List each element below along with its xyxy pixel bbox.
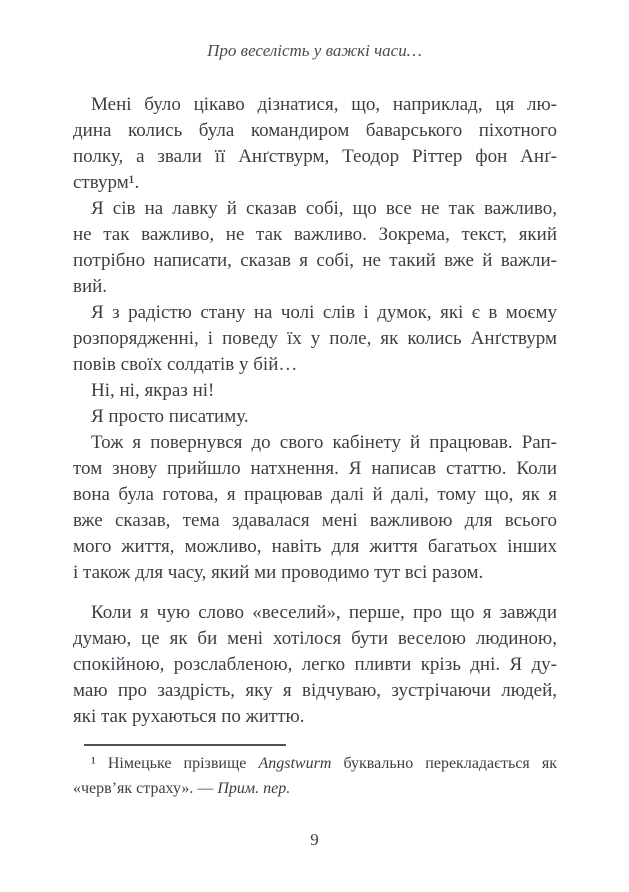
footnote-translator-note: Прим. пер. [217,780,291,797]
text-line: які так рухаються по життю. [73,706,305,727]
text-line: полку, а звали її Анґствурм, Теодор Ріттер фон Анґ- [73,146,557,167]
paragraph [73,430,557,586]
text-line: вже сказав, тема здавалася мені важливою для всього [73,510,557,531]
text-line: ствурм¹. [73,172,140,193]
text-line: Я просто писатиму. [91,406,249,427]
footnote-text: буквально перекладається як [331,755,557,772]
paragraph [73,196,557,300]
text-line: потрібно написати, сказав я собі, не такий вже й важли- [73,250,557,271]
footnote-rule [84,744,286,746]
text-line: дина колись була командиром баварського піхотного [73,120,557,141]
footnote-line [73,751,557,776]
body-text [73,92,557,730]
text-line: вий. [73,276,108,297]
text-line: розпорядженні, і поведу їх у поле, як колись Анґствурм [73,328,557,349]
text-line: Тож я повернувся до свого кабінету й працював. Рап- [91,432,557,453]
text-line: і також для часу, який ми проводимо тут всі разом. [73,562,484,583]
paragraph [73,378,557,404]
text-line: Коли я чую слово «веселий», перше, про що я завжди [91,602,557,623]
text-line: мого життя, можливо, навіть для життя багатьох інших [73,536,557,557]
footnote-line [73,776,557,801]
footnote-text: «черв’як страху». — [73,780,218,797]
footnote-text: ¹ Німецьке прізвище [91,755,259,772]
text-line: Мені було цікаво дізнатися, що, наприклад, ця лю- [91,94,557,115]
footnote-area [73,744,557,801]
paragraph [73,404,557,430]
paragraph [73,600,557,730]
page-number: 9 [310,830,319,849]
text-line: спокійною, розслабленою, легко пливти крізь дні. Я ду- [73,654,557,675]
text-line: маю про заздрість, яку я відчуваю, зустрічаючи людей, [73,680,557,701]
text-line: не так важливо, не так важливо. Зокрема, текст, який [73,224,557,245]
text-line: Ні, ні, якраз ні! [91,380,215,401]
section-break [73,586,557,600]
paragraph [73,300,557,378]
text-line: думаю, це як би мені хотілося бути веселою людиною, [73,628,557,649]
footnote-italic-term: Angstwurm [258,755,332,772]
text-line: том знову прийшло натхнення. Я написав статтю. Коли [73,458,557,479]
paragraph [73,92,557,196]
text-line: вона була готова, я працював далі й далі, тому що, як я [73,484,557,505]
text-line: Я з радістю стану на чолі слів і думок, які є в моєму [91,302,557,323]
text-line: повів своїх солдатів у бій… [73,354,298,375]
text-line: Я сів на лавку й сказав собі, що все не так важливо, [91,198,557,219]
running-header: Про веселість у важкі часи… [207,41,422,60]
